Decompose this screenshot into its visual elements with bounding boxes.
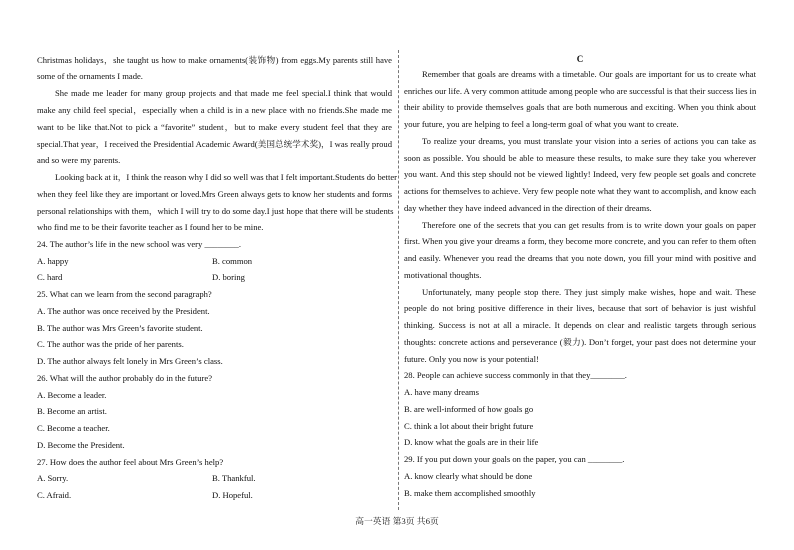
column-divider xyxy=(398,50,399,510)
text-line: your future, you are helping to feel a long-term goal of what you want to create. xyxy=(404,119,679,129)
question-27-stem: 27. How does the author feel about Mrs Green’s help? xyxy=(37,457,224,467)
text-line: Remember that goals are dreams with a timetable. Our goals are important for us to create what xyxy=(422,69,756,79)
q24-option-d[interactable]: D. boring xyxy=(212,272,245,282)
q28-option-d[interactable]: D. know what the goals are in their life xyxy=(404,437,539,447)
q26-option-d[interactable]: D. Become the President. xyxy=(37,440,125,450)
text-line: thinking. Success is not at all a miracle. It depends on clear and realistic targets through serious xyxy=(404,320,756,330)
q24-option-c[interactable]: C. hard xyxy=(37,272,63,282)
q28-option-c[interactable]: C. think a lot about their bright future xyxy=(404,421,534,431)
text-line: day whether they have indeed advanced in the direction of their dreams. xyxy=(404,203,652,213)
q24-option-a[interactable]: A. happy xyxy=(37,256,69,266)
q29-option-b[interactable]: B. make them accomplished smoothly xyxy=(404,488,536,498)
q27-option-a[interactable]: A. Sorry. xyxy=(37,473,69,483)
q27-option-b[interactable]: B. Thankful. xyxy=(212,473,256,483)
text-line: personal relationships with them，which I will try to do some day.I just hope that there will be students xyxy=(37,206,394,216)
text-line: To realize your dreams, you must translate your vision into a series of actions you can take as xyxy=(422,136,756,146)
text-line: Therefore one of the secrets that you can get results from is to write down your goals on paper xyxy=(422,220,756,230)
q24-option-b[interactable]: B. common xyxy=(212,256,253,266)
text-line: Unfortunately, many people stop there. They just simply make wishes, hope and wait. These xyxy=(422,287,756,297)
section-heading: C xyxy=(576,54,584,64)
text-line: you want. And this step should not be viewed lightly! Indeed, very few people set goals and concrete xyxy=(404,169,756,179)
text-line: and easily. Whenever you read the dreams that you note down, you fill your mind with positive and xyxy=(404,253,756,263)
text-line: make any child feel special，especially when a child is in a new place with no friends.She made me xyxy=(37,105,392,115)
page-footer: 高一英语 第3页 共6页 xyxy=(355,516,439,526)
question-26-stem: 26. What will the author probably do in the future? xyxy=(37,373,213,383)
text-line: Looking back at it，I think the reason why I did so well was that I felt important.Students do better xyxy=(55,172,398,182)
text-line: first. When you give your dreams a form, they become more concrete, and you can refer to them often xyxy=(404,236,756,246)
q28-option-a[interactable]: A. have many dreams xyxy=(404,387,479,397)
text-line: soon as possible. You should be able to measure these results, to make sure they take you wherever xyxy=(404,153,756,163)
text-line: actions for themselves to achieve. Very few people note what they want to accomplish, and know each xyxy=(404,186,757,196)
question-29-stem: 29. If you put down your goals on the paper, you can ________. xyxy=(404,454,625,464)
text-line: and so were my parents. xyxy=(37,155,121,165)
q26-option-a[interactable]: A. Become a leader. xyxy=(37,390,107,400)
text-line: She made me leader for many group projects and that made me feel special.I think that would xyxy=(55,88,392,98)
text-line: when they feel like they are important or loved.Mrs Green always gets to know her students and forms xyxy=(37,189,392,199)
text-line: Christmas holidays，she taught us how to make ornaments(装饰物) from eggs.My parents still have xyxy=(37,55,392,65)
text-line: people do not bring positive difference in their lives, because that sort of behavior is just wishful xyxy=(404,303,756,313)
text-line: enriches our life. A very common attitude among people who are successful is that their success lies in xyxy=(404,86,757,96)
q28-option-b[interactable]: B. are well-informed of how goals go xyxy=(404,404,534,414)
text-line: future. Only you now is your potential! xyxy=(404,354,539,364)
text-line: special.That year，I received the Presidential Academic Award(美国总统学术奖)，I was really proud xyxy=(37,139,392,149)
text-line: their ability to provide themselves goals that are both numerous and exciting. When you think about xyxy=(404,102,756,112)
q25-option-b[interactable]: B. The author was Mrs Green’s favorite student. xyxy=(37,323,203,333)
text-line: motivational thoughts. xyxy=(404,270,482,280)
q27-option-c[interactable]: C. Afraid. xyxy=(37,490,72,500)
text-line: want to be like that.Not to pick a “favorite” student，but to make every student feel that they are xyxy=(37,122,392,132)
question-25-stem: 25. What can we learn from the second paragraph? xyxy=(37,289,212,299)
q26-option-b[interactable]: B. Become an artist. xyxy=(37,406,107,416)
text-line: some of the ornaments I made. xyxy=(37,71,143,81)
question-28-stem: 28. People can achieve success commonly in that they________. xyxy=(404,370,627,380)
question-24-stem: 24. The author’s life in the new school was very ________. xyxy=(37,239,241,249)
q26-option-c[interactable]: C. Become a teacher. xyxy=(37,423,110,433)
q25-option-a[interactable]: A. The author was once received by the President. xyxy=(37,306,210,316)
text-line: who find me to be their favorite teacher as I found her to be mine. xyxy=(37,222,264,232)
text-line: thoughts: concrete actions and perseverance (毅力). Don’t forget, your past does not determine your xyxy=(404,337,756,347)
q27-option-d[interactable]: D. Hopeful. xyxy=(212,490,253,500)
q25-option-c[interactable]: C. The author was the pride of her parents. xyxy=(37,339,184,349)
q29-option-a[interactable]: A. know clearly what should be done xyxy=(404,471,533,481)
q25-option-d[interactable]: D. The author always felt lonely in Mrs Green’s class. xyxy=(37,356,223,366)
